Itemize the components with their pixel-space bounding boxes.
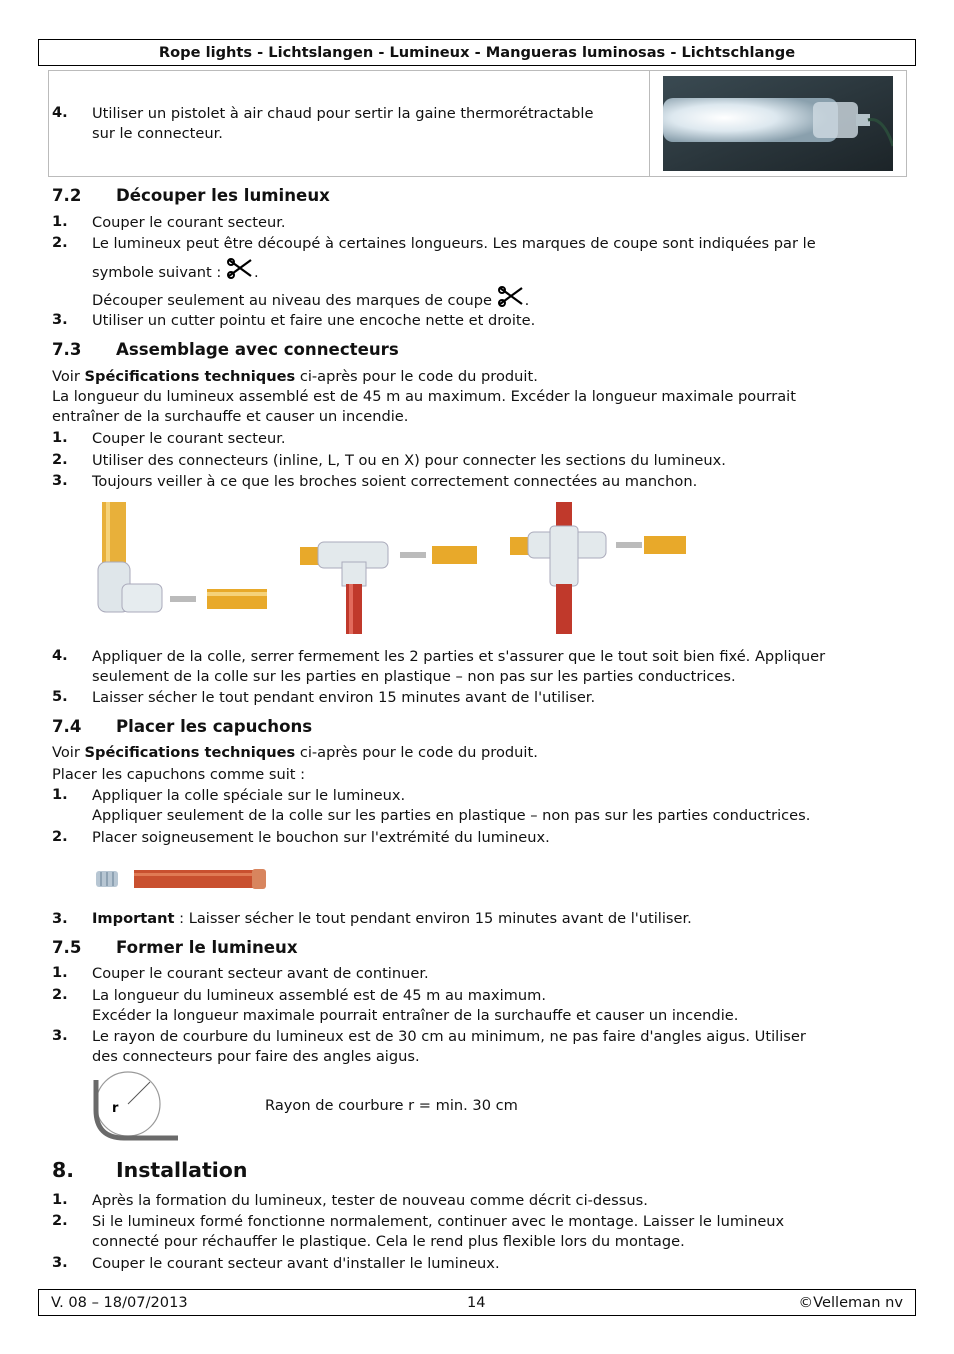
list-text-line: symbole suivant : . [92, 258, 259, 283]
list-number: 5. [52, 688, 68, 705]
list-text: Le rayon de courbure du lumineux est de 30 cm au minimum, ne pas faire d'angles aigus. Utiliser [92, 1028, 806, 1045]
list-text: Couper le courant secteur avant de continuer. [92, 965, 429, 982]
list-number: 1. [52, 1191, 68, 1208]
list-text: Couper le courant secteur. [92, 214, 286, 231]
list-text: des connecteurs pour faire des angles aigus. [92, 1048, 420, 1065]
list-text: Appliquer la colle spéciale sur le lumineux. [92, 787, 406, 804]
list-text: Important : Laisser sécher le tout pendant environ 15 minutes avant de l'utiliser. [92, 910, 692, 927]
list-text: Toujours veiller à ce que les broches soient correctement connectées au manchon. [92, 473, 698, 490]
list-text: Le lumineux peut être découpé à certaines longueurs. Les marques de coupe sont indiquées par le [92, 235, 816, 252]
paragraph: entraîner de la surchauffe et causer un incendie. [52, 408, 409, 425]
step-table-row [48, 70, 907, 177]
list-number: 2. [52, 234, 68, 251]
list-number: 2. [52, 986, 68, 1003]
paragraph: Placer les capuchons comme suit : [52, 766, 306, 783]
bend-radius-diagram [90, 1070, 180, 1142]
scissors-icon [226, 258, 254, 280]
step-number: 4. [52, 104, 68, 121]
heat-shrink-photo [663, 76, 893, 171]
list-number: 1. [52, 213, 68, 230]
list-number: 3. [52, 311, 68, 328]
step-text: sur le connecteur. [92, 125, 223, 142]
document-header: Rope lights - Lichtslangen - Lumineux - Mangueras luminosas - Lichtschlange [38, 39, 916, 66]
x-connector-photo [510, 502, 690, 634]
list-text: Utiliser un cutter pointu et faire une encoche nette et droite. [92, 312, 536, 329]
step-text: Utiliser un pistolet à air chaud pour sertir la gaine thermorétractable [92, 105, 594, 122]
list-text: Couper le courant secteur. [92, 430, 286, 447]
list-number: 2. [52, 451, 68, 468]
list-text: Si le lumineux formé fonctionne normalement, continuer avec le montage. Laisser le lumineux [92, 1213, 785, 1230]
section-heading-7-5: 7.5 Former le lumineux [52, 938, 298, 957]
list-text: connecté pour réchauffer le plastique. Cela le rend plus flexible lors du montage. [92, 1233, 685, 1250]
list-number: 3. [52, 1027, 68, 1044]
section-heading-8: 8. Installation [52, 1158, 248, 1182]
list-number: 4. [52, 647, 68, 664]
paragraph: Voir Spécifications techniques ci-après pour le code du produit. [52, 368, 538, 385]
list-text: Appliquer seulement de la colle sur les parties en plastique – non pas sur les parties conductrices. [92, 807, 811, 824]
list-text: Après la formation du lumineux, tester de nouveau comme décrit ci-dessus. [92, 1192, 648, 1209]
list-text: Appliquer de la colle, serrer fermement les 2 parties et s'assurer que le tout soit bien fixé. Appliquer [92, 648, 826, 665]
bend-radius-caption: Rayon de courbure r = min. 30 cm [265, 1097, 518, 1114]
document-footer [38, 1289, 916, 1316]
list-number-row: 3. [52, 910, 68, 927]
end-cap-photo [94, 866, 269, 892]
list-number: 3. [52, 1254, 68, 1271]
section-heading-7-4: 7.4 Placer les capuchons [52, 717, 313, 736]
list-text: Excéder la longueur maximale pourrait entraîner de la surchauffe et causer un incendie. [92, 1007, 739, 1024]
list-text: Utiliser des connecteurs (inline, L, T ou en X) pour connecter les sections du lumineux. [92, 452, 726, 469]
list-number: 3. [52, 472, 68, 489]
section-heading-7-2: 7.2 Découper les lumineux [52, 186, 330, 205]
footer-copyright: ©Velleman nv [798, 1294, 903, 1311]
list-text: Laisser sécher le tout pendant environ 15 minutes avant de l'utiliser. [92, 689, 596, 706]
list-number: 1. [52, 786, 68, 803]
list-text: La longueur du lumineux assemblé est de 45 m au maximum. [92, 987, 546, 1004]
section-heading-7-3: 7.3 Assemblage avec connecteurs [52, 340, 399, 359]
list-text: Couper le courant secteur avant d'installer le lumineux. [92, 1255, 500, 1272]
list-text: seulement de la colle sur les parties en plastique – non pas sur les parties conductrices. [92, 668, 736, 685]
footer-version: V. 08 – 18/07/2013 [51, 1294, 188, 1311]
paragraph: La longueur du lumineux assemblé est de 45 m au maximum. Excéder la longueur maximale pourrait [52, 388, 796, 405]
paragraph: Voir Spécifications techniques ci-après pour le code du produit. [52, 744, 538, 761]
table-divider [649, 71, 650, 176]
page-number: 14 [467, 1294, 486, 1311]
l-connector-photo [92, 502, 272, 634]
list-text: Placer soigneusement le bouchon sur l'extrémité du lumineux. [92, 829, 550, 846]
list-text-line: Découper seulement au niveau des marques de coupe . [92, 286, 529, 311]
list-number: 2. [52, 828, 68, 845]
t-connector-photo [300, 502, 480, 634]
list-number: 1. [52, 429, 68, 446]
scissors-icon [497, 286, 525, 308]
list-number: 2. [52, 1212, 68, 1229]
radius-label: r [112, 1101, 119, 1116]
list-number: 1. [52, 964, 68, 981]
